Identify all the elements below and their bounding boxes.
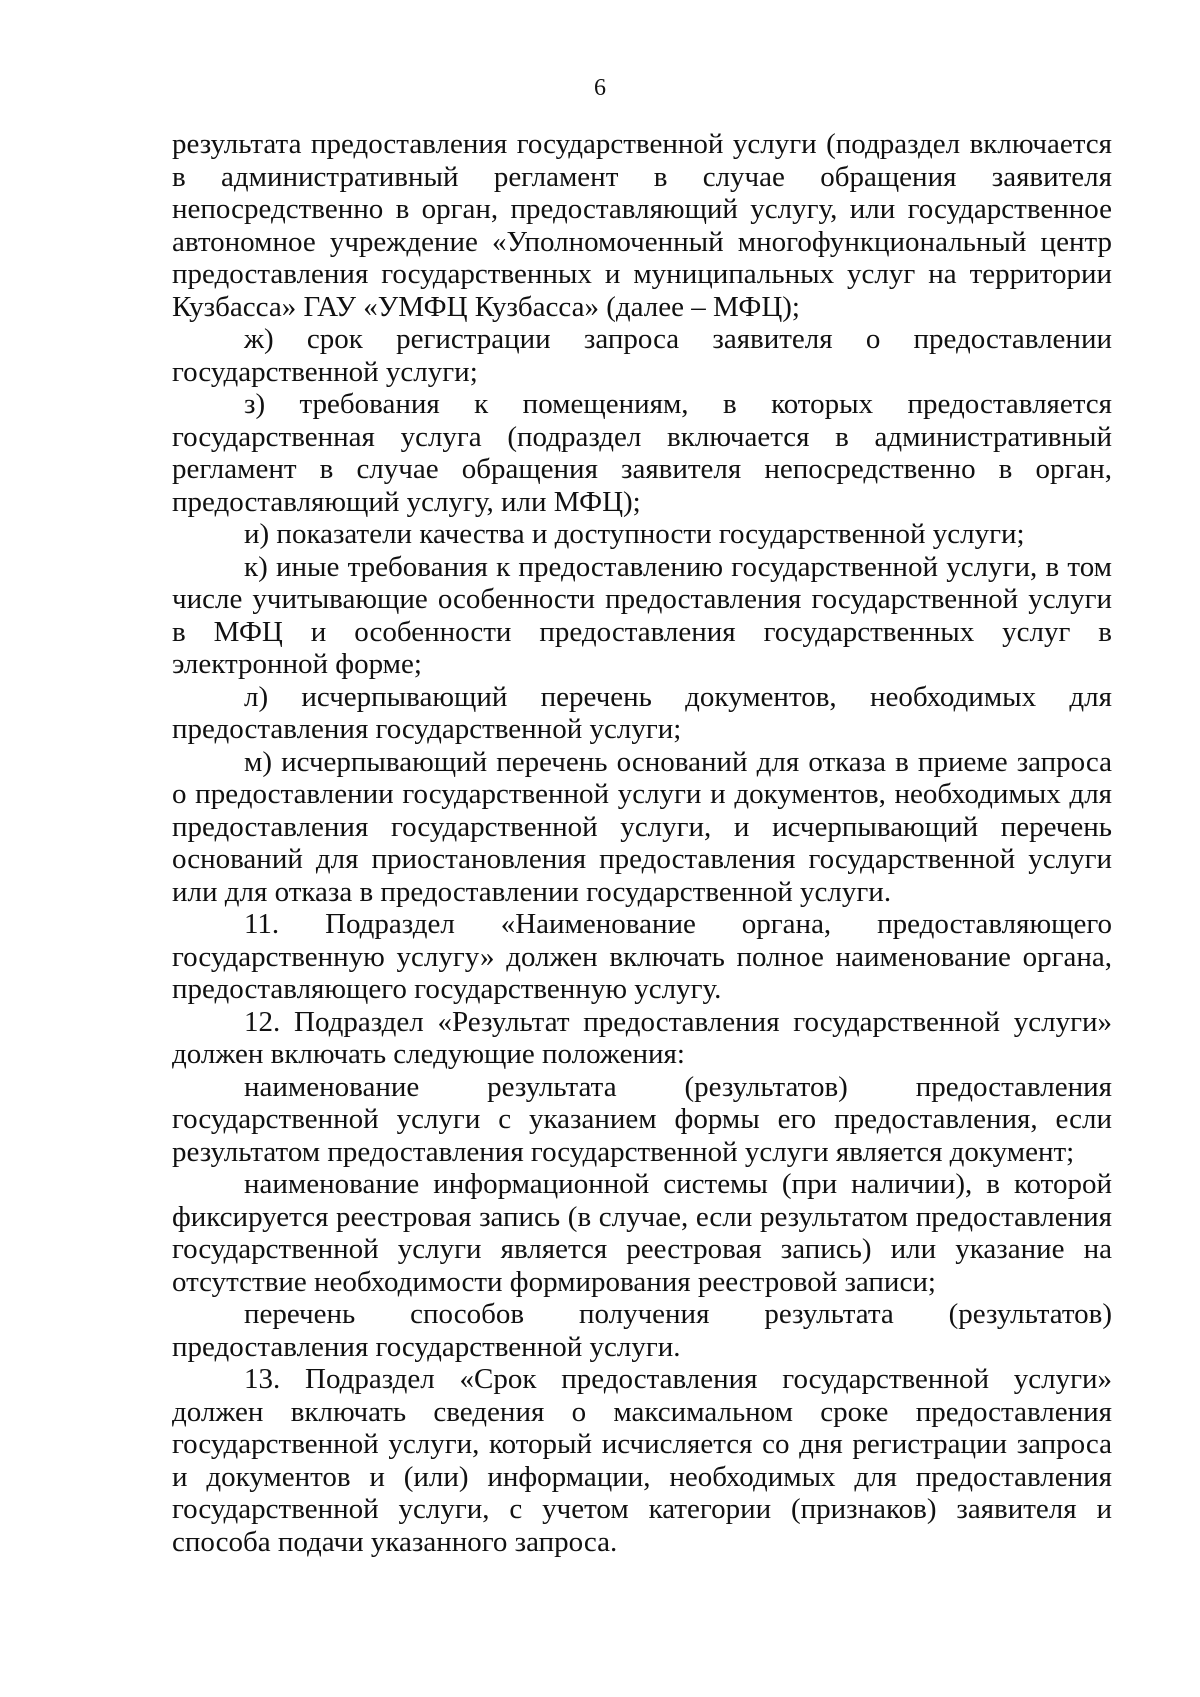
- paragraph-result-methods: перечень способов получения результата (результатов) предоставления государственной услуги.: [172, 1298, 1112, 1363]
- paragraph-item-zh: ж) срок регистрации запроса заявителя о предоставлении государственной услуги;: [172, 323, 1112, 388]
- paragraph-info-system: наименование информационной системы (при наличии), в которой фиксируется реестровая запись (в случае, если результатом предоставления государственной услуги является реестровая запись) или указание на отсутствие необходимости формирования реестровой записи;: [172, 1168, 1112, 1298]
- paragraph-item-l: л) исчерпывающий перечень документов, необходимых для предоставления государственной услуги;: [172, 680, 1112, 745]
- paragraph-result-name: наименование результата (результатов) предоставления государственной услуги с указанием формы его предоставления, если результатом предоставления государственной услуги является документ;: [172, 1070, 1112, 1168]
- paragraph-section-11: 11. Подраздел «Наименование органа, предоставляющего государственную услугу» должен включать полное наименование органа, предоставляющего государственную услугу.: [172, 908, 1112, 1005]
- document-body: [172, 128, 1112, 1558]
- paragraph-item-z: з) требования к помещениям, в которых предоставляется государственная услуга (подраздел включается в административный регламент в случае обращения заявителя непосредственно в орган, предоставляющий услугу, или МФЦ);: [172, 388, 1112, 518]
- paragraph-section-13: 13. Подраздел «Срок предоставления государственной услуги» должен включать сведения о максимальном сроке предоставления государственной услуги, который исчисляется со дня регистрации запроса и документов и (или) информации, необходимых для предоставления государственной услуги, с учетом категории (признаков) заявителя и способа подачи указанного запроса.: [172, 1363, 1112, 1558]
- paragraph-item-i: и) показатели качества и доступности государственной услуги;: [244, 518, 1025, 550]
- paragraph-item-k: к) иные требования к предоставлению государственной услуги, в том числе учитывающие особенности предоставления государственной услуги в МФЦ и особенности предоставления государственных услуг в электронной форме;: [172, 550, 1112, 680]
- paragraph-section-12: 12. Подраздел «Результат предоставления государственной услуги» должен включать следующие положения:: [172, 1005, 1112, 1070]
- page-number: 6: [594, 75, 606, 101]
- paragraph-continuation: результата предоставления государственной услуги (подраздел включается в административный регламент в случае обращения заявителя непосредственно в орган, предоставляющий услугу, или государственное автономное учреждение «Уполномоченный многофункциональный центр предоставления государственных и муниципальных услуг на территории Кузбасса» ГАУ «УМФЦ Кузбасса» (далее – МФЦ);: [172, 128, 1112, 323]
- paragraph-item-m: м) исчерпывающий перечень оснований для отказа в приеме запроса о предоставлении государственной услуги и документов, необходимых для предоставления государственной услуги, и исчерпывающий перечень оснований для приостановления предоставления государственной услуги или для отказа в предоставлении государственной услуги.: [172, 745, 1112, 908]
